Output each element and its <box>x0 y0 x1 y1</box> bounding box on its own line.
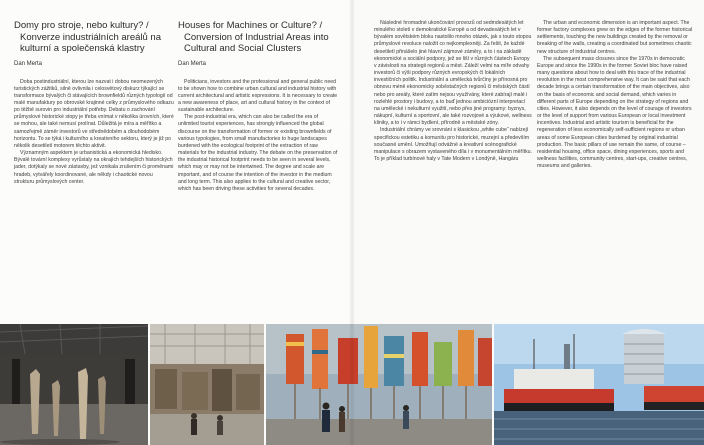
photo-industrial-hall-sculptures <box>0 324 148 445</box>
english-article-column <box>178 20 338 193</box>
left-page <box>0 0 352 324</box>
paragraph: The urban and economic dimension is an important aspect. The former factory complexes grew on the edges of the former historical settlements, touching the new buildings created by the removal or breaking of the walls, creating a coordinated but sometimes chaotic new structure of industrial centres. <box>537 20 693 55</box>
photo-colorful-installation <box>266 324 492 445</box>
photo-harbor-ships <box>494 324 704 445</box>
article-title-cz <box>14 20 174 55</box>
czech-article-column <box>14 20 174 186</box>
article-title-cz-line2: Konverze industriálních areálů na kulturní a společenská klastry <box>20 31 162 54</box>
author-cz: Dan Merta <box>14 60 43 67</box>
article-title-en-line2: Conversion of Industrial Areas into Cultural and Social Clusters <box>184 31 329 54</box>
paragraph: The subsequent mass closures since the 1970s in democratic Europe and since the 1990s in the former Soviet bloc have raised many questions about how to deal with this trace of the industrial revolution in the most comprehensive way. It can be said that each decade brings a certain transformation of the main objectives, also on the basis of economic and social demand, which varies in different parts of Europe depending on the strategy of regions and cities. However, it also depends on the level of courage of investors or the level of support from various European or local investment incentives. Industrial and artistic tourism is beneficial for the regeneration of less economically self-sufficient regions or urban areas of some European cities burdened by original industrial production. The basic pillars of use remain the same, of course – residential housing, office space, dining experiences, sports and wellness facilities, community centres, start-ups, creative centres, museums and galleries. <box>537 55 692 170</box>
english-continuation-column <box>537 20 695 170</box>
paragraph: Politicians, investors and the professional and general public need to be shown how to combine urban cultural and industrial history with current architectural and artistic expressions. It is necessary to create a new awareness of place, art and cultural history in the context of sustainable architecture. <box>178 78 338 114</box>
page-gutter <box>349 0 355 445</box>
paragraph: Významným aspektem je urbanistická a ekonomická hledisko. Bývalé tovární komplexy vyrůstaly na okrajích tehdejších historických jader, dotýkaly se nové zástavby, jež vznikala zrušením či proměnami hradeb, vytvářely koordinované, ale někdy i chaotické novou strukturu průmyslových center. <box>14 150 174 185</box>
paragraph: Industriální chrámy ve srovnání s klasickou „white cube“ nabízejí specifickou estetiku a komunitu pro historické, muzejní a především současné umění. Umožňují odvážné a kreativní scénografické manipulace s obrazem vystaveného díla i v monumentálním měřítku. To je příklad turbínové haly v Tate Modern v Londýně, Hangáru <box>374 127 533 162</box>
author-en: Dan Merta <box>178 60 207 67</box>
article-title-en <box>178 20 338 55</box>
paragraph: The post-industrial era, which can also be called the era of unlimited tourist experiences, has strongly influenced the global discourse on the transformation of former or existing brownfields of various typologies, from small manufactories to huge landscapes burdened with the ecological footprint of the extraction of raw materials for the industrial industry. The debate on the preservation of the industrial historical footprint needs to be seen in several levels, which may or may not be intertwined. The degree and scale are important, and of course the intention of the investor in the medium and long term. This also applies to the cultural and creative sector, which has been driving these activities for several decades. <box>178 114 338 192</box>
paragraph: Následné hromadné ukončování provozů od sedmdesátých let minulého století v demokratické Evropě a od devadesátých let v bývalém sovětském bloku nastolilo mnoho otázek, jak s touto stopou průmyslové revoluce naložit co nejkomplexněji. Za řešit, že každé desetiletí přinášelo jiné hlavní zájmové záměry, a to i na základě ekonomické a sociální podpory, jež se liší v různých částech Evropy v závislosti na strategii regionů a měst. Záleží velmi na míře odvahy investorů či výši podpory různých evropských či lokálních investičních politik. Industriální a umělecká tvůrčiny je přínosná pro obnovu méně ekonomicky soběstačných regionů či městských částí nebo pro areály, které zatím nejsou využívány, které zabírají malé i rozlehlé prostory i budovy, a to buď jednou ambiciózní interpretací na umělecké i nekulturní využití, nebo přes jiné programy: byznys, nákupní, kulturní a sportovní, ale také rozvojové a výukové, wellness kliniky, a to i v rámci bydlení, přírodně a městské zóny. <box>374 20 532 127</box>
article-title-cz-line1: Domy pro stroje, nebo kultury? / <box>14 20 149 31</box>
czech-continuation-column <box>374 20 532 163</box>
paragraph: Doba postindustriální, kterou lze nazvat i dobou neomezených turistických zážitků, silně ovlivnila i celosvětový diskurz týkající se transformace bývalých či stávajících brownfieldů různých typologií od malé manufaktury po obrovské krajinné celky z průmyslového odkazu po těžbě surovin pro industriální potřeby. Debatu o zachování průmyslové historické stopy je třeba vnímat v několika úrovních, které se mohou, ale také nemusí prolínat. Důležitá je míra a měřítko a samozřejmě záměr investorů ve střednědobém a dlouhodobém horizontu. To se týká i kulturního a kreativního sektoru, který je již po několik desetiletí motorem těchto aktivit. <box>14 78 174 149</box>
photo-factory-interior <box>150 324 264 445</box>
article-title-en-line1: Houses for Machines or Culture? / <box>178 20 323 31</box>
